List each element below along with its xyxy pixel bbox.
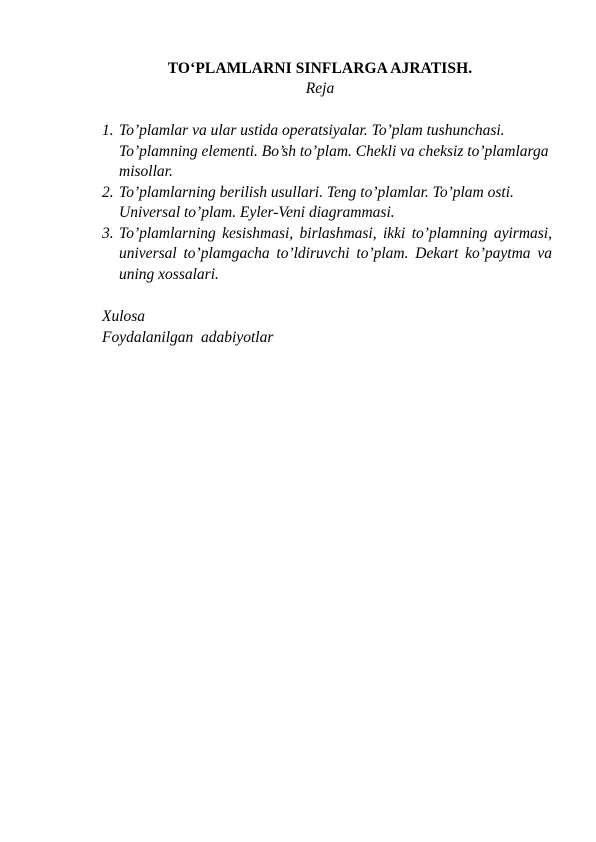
plan-list: [102, 121, 552, 285]
plan-item: [102, 224, 552, 286]
plan-heading: Reja: [305, 80, 335, 97]
plan-item-text: To’plamlarning berilish usullari. Teng to’plamlar. To’plam osti. Universal to’plam. Eyler-Veni diagrammasi.: [119, 183, 514, 221]
plan-item-number: 1.: [102, 122, 114, 139]
closing-sections: [102, 307, 273, 348]
plan-item-number: 2.: [102, 183, 114, 201]
plan-item-number: 3.: [102, 224, 114, 242]
plan-item-text: To’plamlar va ular ustida operatsiyalar. To’plam tushunchasi. To’plamning elementi. Bo’sh to’plam. Chekli va cheksiz to’plamlarga misollar.: [119, 122, 549, 180]
conclusion-heading: Xulosa: [102, 308, 146, 325]
plan-item: [102, 121, 552, 183]
plan-item-text: To’plamlarning kesishmasi, birlashmasi, ikki to’plamning ayirmasi, universal to’plamgacha to’ldiruvchi to’plam. Dekart ko’paytma va uning xossalari.: [119, 224, 552, 283]
plan-item: [102, 183, 552, 224]
page-title: TO‘PLAMLARNI SINFLARGA AJRATISH.: [167, 60, 473, 77]
references-heading: Foydalanilgan adabiyotlar: [102, 328, 274, 346]
